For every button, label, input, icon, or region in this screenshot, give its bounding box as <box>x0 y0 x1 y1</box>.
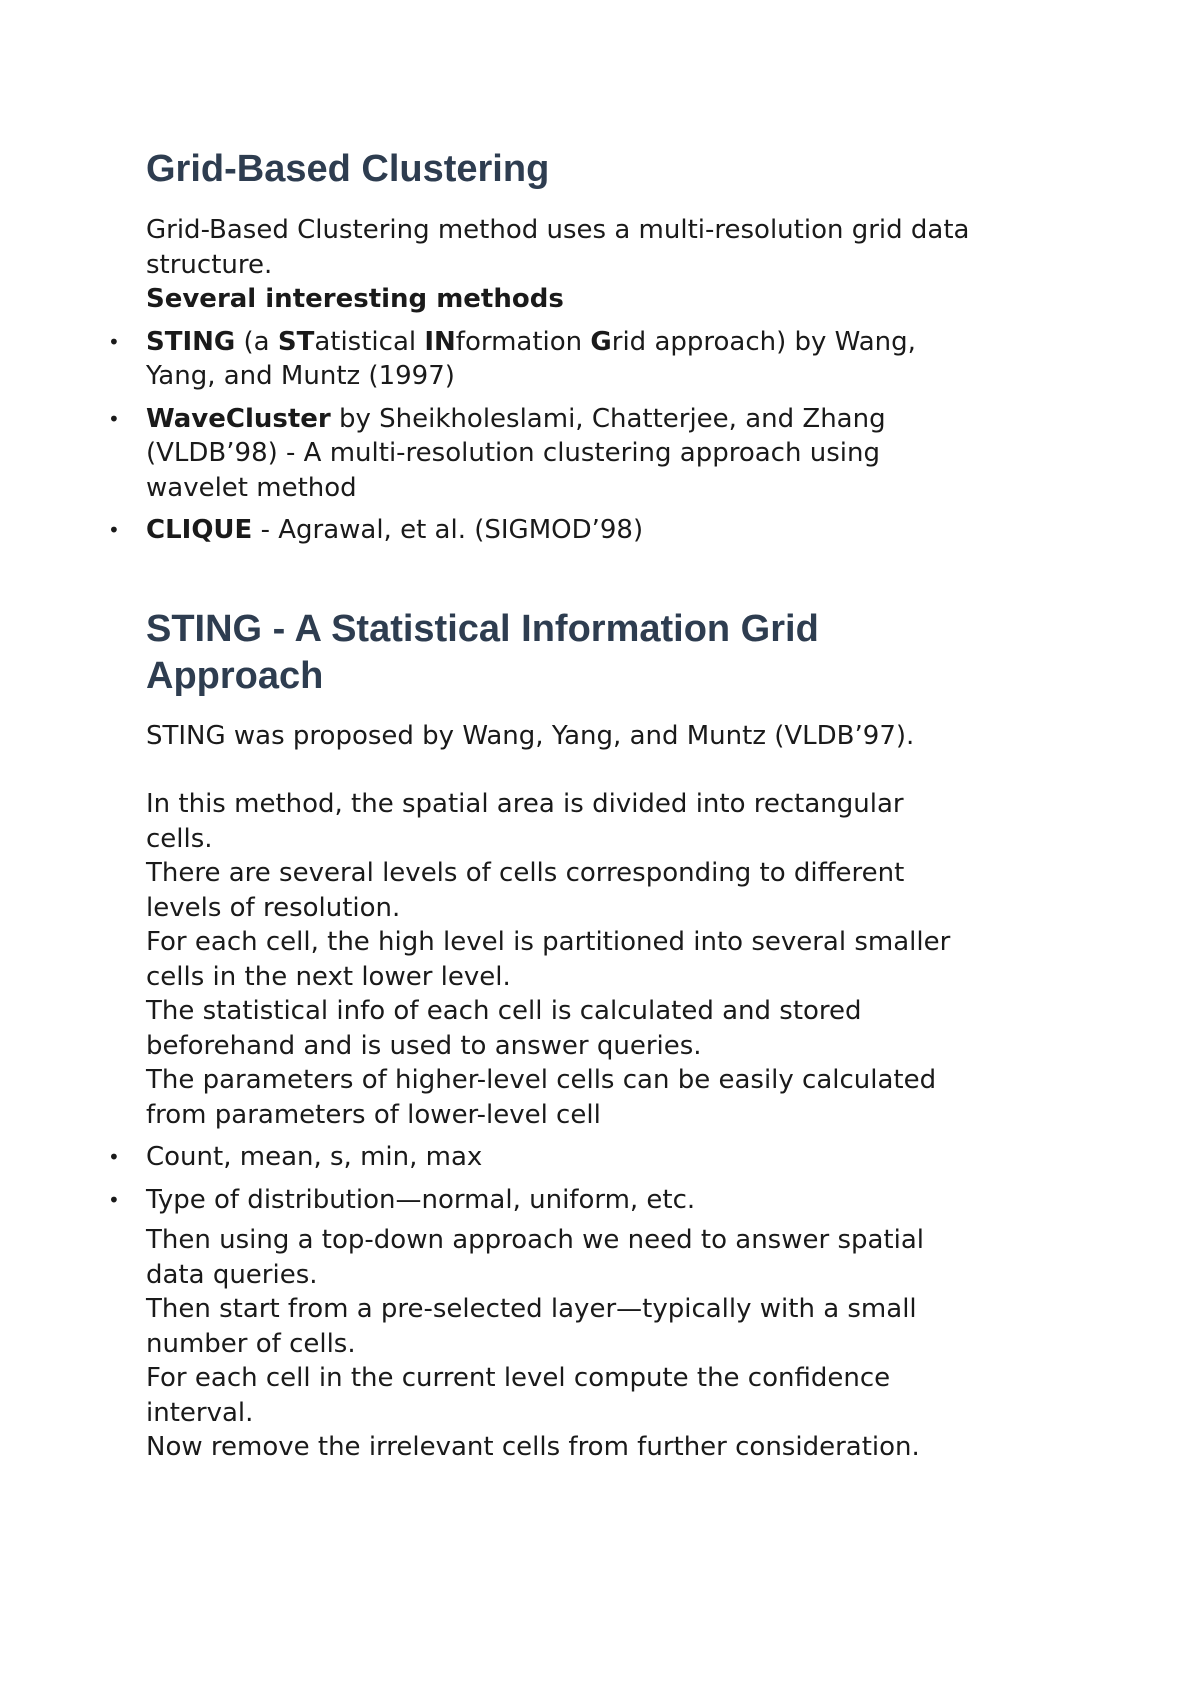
description-line: For each cell, the high level is partitioned into several smaller <box>146 927 951 957</box>
stats-item: • Type of distribution—normal, uniform, etc. <box>146 1183 1076 1218</box>
heading-sting-line1: STING - A Statistical Information Grid <box>146 607 819 650</box>
method-item <box>146 325 1076 394</box>
method-text: by Sheikholeslami, Chatterjee, and Zhang <box>330 403 886 434</box>
description-line: cells in the next lower level. <box>146 961 511 992</box>
method-text: atistical <box>314 326 425 357</box>
method-bold-text: IN <box>424 326 456 357</box>
sting-description <box>146 787 1076 1132</box>
methods-list <box>146 325 1076 548</box>
document-page <box>146 146 1076 1465</box>
description-line: levels of resolution. <box>146 892 401 923</box>
stats-list <box>146 1140 1076 1217</box>
method-bold-text: ST <box>277 326 315 357</box>
procedure-line: data queries. <box>146 1259 318 1290</box>
description-line: cells. <box>146 823 213 854</box>
heading-sting <box>146 606 1076 700</box>
heading-sting-line2: Approach <box>146 654 324 697</box>
method-text: (a <box>235 326 278 357</box>
stats-item: • Count, mean, s, min, max <box>146 1140 1076 1175</box>
subheading-methods: Several interesting methods <box>146 284 564 314</box>
procedure-line: Then using a top-down approach we need to answer spatial <box>146 1225 924 1255</box>
procedure-line: Now remove the irrelevant cells from further consideration. <box>146 1432 920 1462</box>
method-text: Yang, and Muntz (1997) <box>146 361 455 391</box>
method-text: rid approach) by Wang, <box>611 326 916 357</box>
method-item <box>146 402 1076 506</box>
procedure-line: For each cell in the current level compute the confidence <box>146 1363 891 1393</box>
method-text: wavelet method <box>146 472 357 503</box>
sting-procedure <box>146 1223 1076 1465</box>
spacer <box>146 753 1076 787</box>
intro-line: structure. <box>146 249 273 280</box>
description-line: There are several levels of cells corresponding to different <box>146 858 905 888</box>
procedure-line: interval. <box>146 1397 254 1428</box>
method-bold-text: WaveCluster <box>146 403 331 434</box>
method-item <box>146 513 1076 548</box>
method-text: (VLDB’98) - A multi-resolution clustering approach using <box>146 438 880 468</box>
method-text: formation <box>455 326 591 357</box>
description-line: The parameters of higher-level cells can be easily calculated <box>146 1065 937 1095</box>
heading-grid-based-clustering: Grid-Based Clustering <box>146 148 550 190</box>
procedure-line: Then start from a pre-selected layer—typically with a small <box>146 1294 917 1324</box>
sting-proposed: STING was proposed by Wang, Yang, and Muntz (VLDB’97). <box>146 720 915 751</box>
intro-line: Grid-Based Clustering method uses a multi-resolution grid data <box>146 215 970 245</box>
method-bold-text: STING <box>146 326 236 357</box>
description-line: from parameters of lower-level cell <box>146 1099 601 1130</box>
method-text: - Agrawal, et al. (SIGMOD’98) <box>252 515 644 545</box>
description-line: In this method, the spatial area is divided into rectangular <box>146 789 904 819</box>
description-line: The statistical info of each cell is calculated and stored <box>146 996 862 1026</box>
method-bold-text: G <box>590 326 612 357</box>
procedure-line: number of cells. <box>146 1328 356 1359</box>
method-bold-text: CLIQUE <box>146 515 253 545</box>
description-line: beforehand and is used to answer queries. <box>146 1030 702 1061</box>
